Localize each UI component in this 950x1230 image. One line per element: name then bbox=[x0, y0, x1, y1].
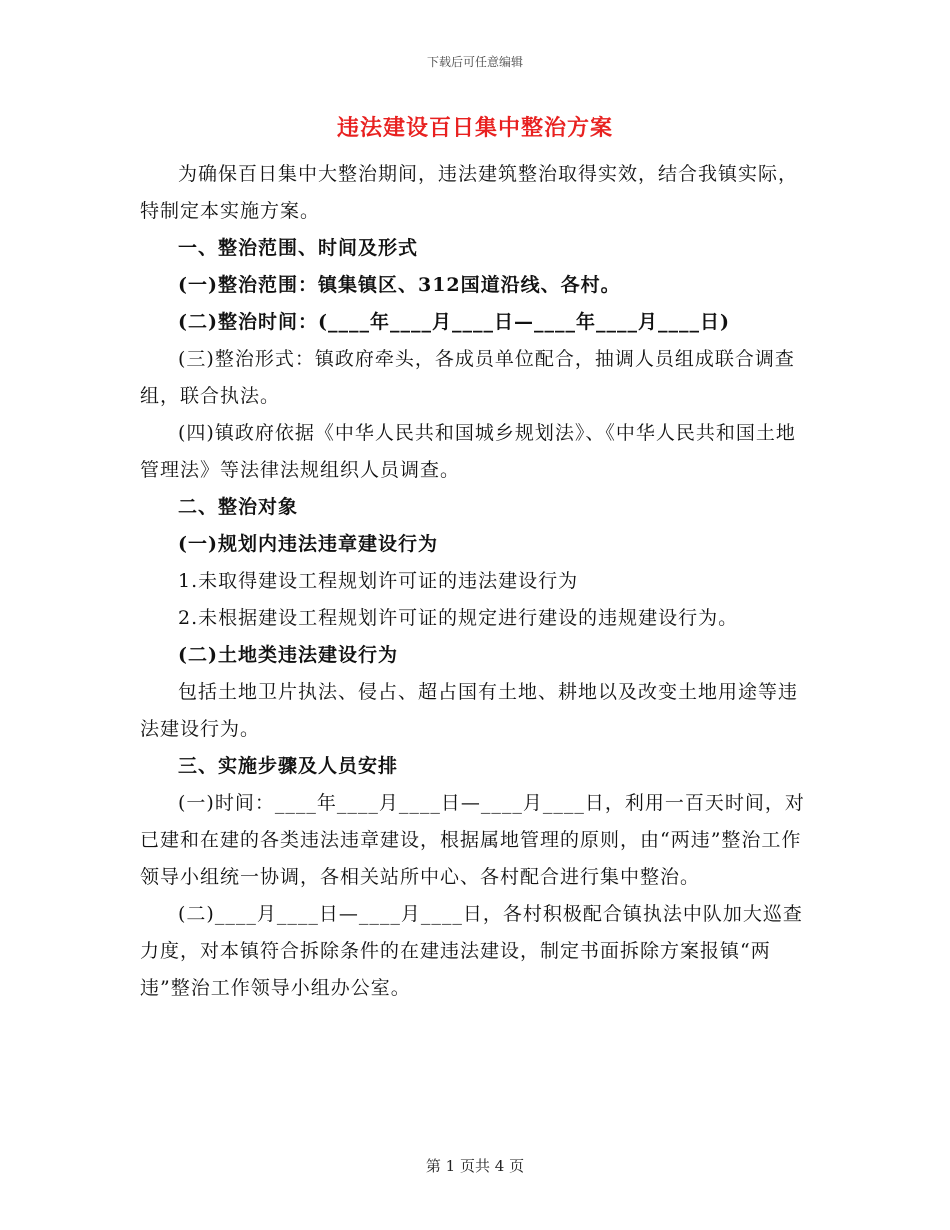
subsection-heading: (一)整治范围：镇集镇区、312国道沿线、各村。 bbox=[178, 274, 621, 296]
subsection-heading: (二)整治时间：(____年____月____日—____年____月____日) bbox=[178, 311, 730, 333]
paragraph: (三)整治形式：镇政府牵头，各成员单位配合，抽调人员组成联合调查组，联合执法。 bbox=[140, 348, 795, 407]
list-item: 1.未取得建设工程规划许可证的违法建设行为 bbox=[178, 570, 579, 592]
paragraph: (四)镇政府依据《中华人民共和国城乡规划法》、《中华人民共和国土地管理法》等法律法规组织人员调查。 bbox=[140, 422, 796, 481]
paragraph: 包括土地卫片执法、侵占、超占国有土地、耕地以及改变土地用途等违法建设行为。 bbox=[140, 681, 799, 740]
subsection-heading: (二)土地类违法建设行为 bbox=[178, 644, 398, 666]
document-title: 违法建设百日集中整治方案 bbox=[336, 115, 613, 141]
section-heading: 二、整治对象 bbox=[178, 496, 299, 518]
list-item: 2.未根据建设工程规划许可证的规定进行建设的违规建设行为。 bbox=[178, 607, 739, 629]
document-body bbox=[140, 110, 810, 1007]
page-footer: 第 1 页共 4 页 bbox=[425, 1157, 525, 1175]
paragraph: (一)时间：____年____月____日—____月____日，利用一百天时间，对已建和在建的各类违法违章建设，根据属地管理的原则，由“两违”整治工作领导小组统一协调，各相关站所中心、各村配合进行集中整治。 bbox=[140, 792, 805, 888]
paragraph: 为确保百日集中大整治期间，违法建筑整治取得实效，结合我镇实际，特制定本实施方案。 bbox=[140, 163, 799, 222]
header-note: 下载后可任意编辑 bbox=[426, 55, 523, 69]
paragraph: (二)____月____日—____月____日，各村积极配合镇执法中队加大巡查力度，对本镇符合拆除条件的在建违法建设，制定书面拆除方案报镇“两违”整治工作领导小组办公室。 bbox=[140, 903, 803, 999]
section-heading: 一、整治范围、时间及形式 bbox=[178, 237, 419, 259]
subsection-heading: (一)规划内违法违章建设行为 bbox=[178, 533, 438, 555]
section-heading: 三、实施步骤及人员安排 bbox=[178, 755, 399, 777]
